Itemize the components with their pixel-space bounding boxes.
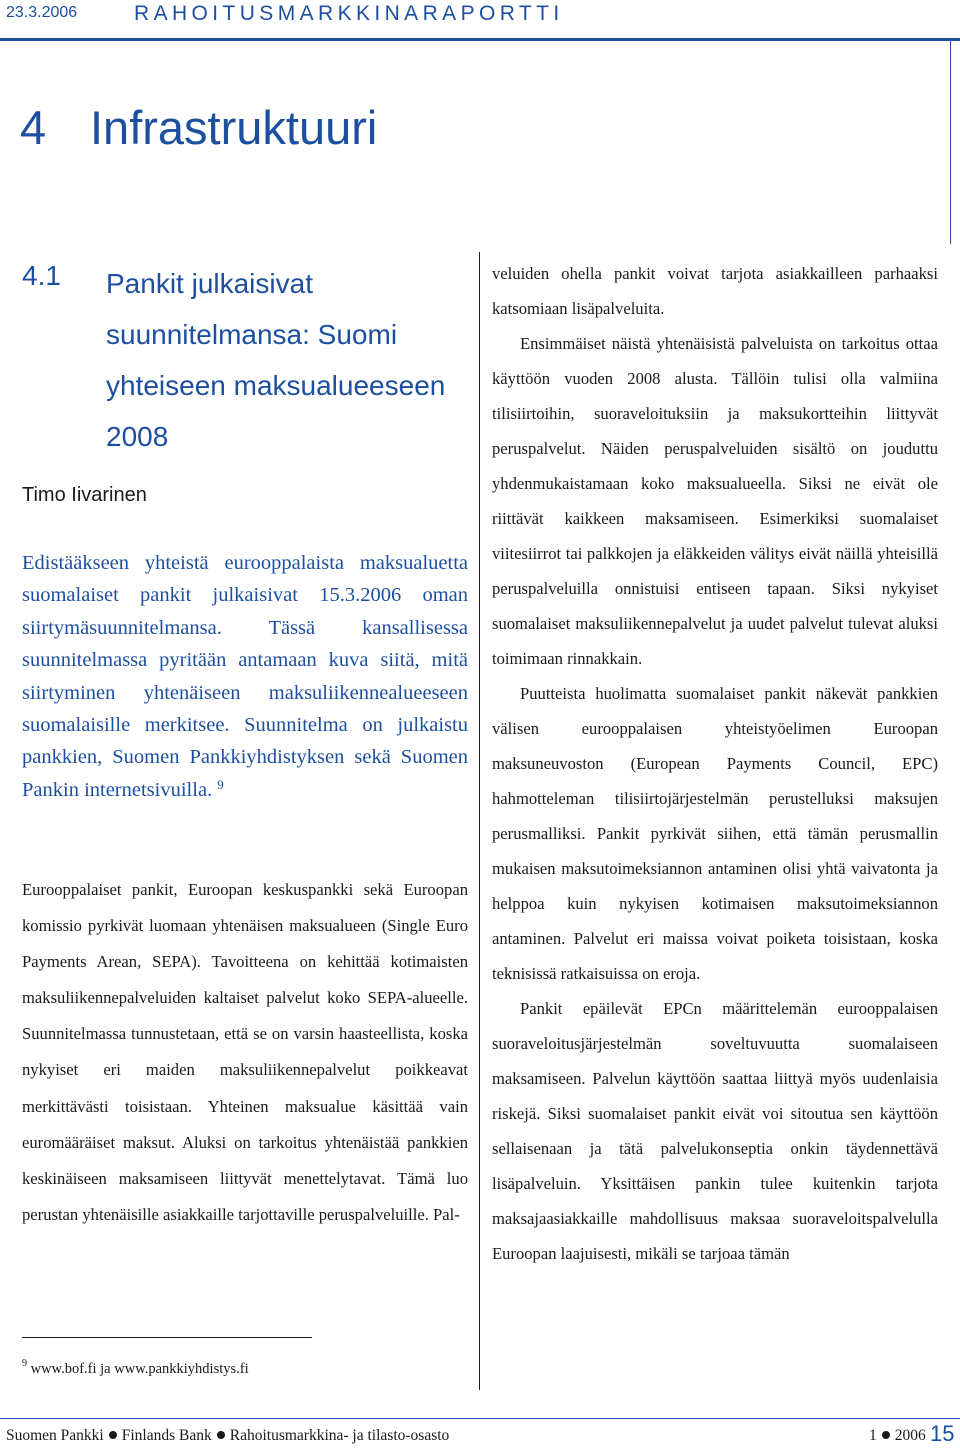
lead-text: Edistääkseen yhteistä eurooppalaista maksualuetta suomalaiset pankit julkaisivat 15.3.2006 oman siirtymäsuunnitelmansa. Tässä kansallisessa suunnitelmassa pyritään antamaan kuva siitä, mitä siirtyminen yhtenäiseen maksuliikennealueeseen suomalaisille merkitsee. Suunnitelma on julkaistu pankkien, Suomen Pankkiyhdistyksen sekä Suomen Pankin internetsivuilla. — [22, 552, 468, 801]
bullet-icon — [217, 1431, 225, 1439]
body-text-left-column — [22, 872, 468, 1233]
body-paragraph: Ensimmäiset näistä yhtenäisistä palveluista on tarkoitus ottaa käyttöön vuoden 2008 alusta. Tällöin tulisi olla valmiina tilisiirtoihin, suoraveloituksiin ja maksukortteihin liittyvät peruspalvelut. Näiden peruspalveluiden sisältö on jouduttu yhdenmukaistamaan koko maksualueella. Siksi ne eivät ole riittävät kaikkeen maksamiseen. Esimerkiksi suomalaiset viitesiirrot tai palkkojen ja eläkkeiden välitys eivät näillä yhteisillä peruspalveluilla onnistuisi entiseen tapaan. Siksi nykyiset suomalaiset maksuliikennepalvelut ja uudet palvelut tulevat aluksi toimimaan rinnakkain. — [492, 334, 938, 668]
header-date: 23.3.2006 — [6, 4, 78, 21]
column-divider — [479, 252, 480, 1390]
footer-publication — [6, 1427, 449, 1445]
chapter-number: 4 — [20, 101, 47, 154]
body-text-right-column — [492, 256, 938, 1271]
author-name: Timo Iivarinen — [22, 484, 147, 506]
footer-department: Rahoitusmarkkina- ja tilasto-osasto — [229, 1427, 450, 1444]
footnote-reference[interactable]: 9 — [217, 776, 224, 792]
body-paragraph: veluiden ohella pankit voivat tarjota asiakkailleen parhaaksi katsomiaan lisäpalveluita. — [492, 264, 938, 318]
bullet-icon — [109, 1431, 117, 1439]
section-title: Pankit julkaisivat suunnitelmansa: Suomi yhteiseen maksualueeseen 2008 — [106, 268, 446, 452]
lead-paragraph — [22, 547, 468, 806]
footer-rule — [0, 1418, 960, 1419]
footer-issue-number: 1 — [869, 1427, 877, 1444]
footer-issue — [869, 1427, 926, 1445]
chapter-title: Infrastruktuuri — [90, 101, 378, 154]
header-title: RAHOITUSMARKKINARAPORTTI — [134, 2, 564, 25]
footnote-text[interactable]: www.bof.fi ja www.pankkiyhdistys.fi — [30, 1361, 249, 1377]
section-number: 4.1 — [22, 260, 61, 291]
footnote-number: 9 — [22, 1358, 27, 1369]
footnote — [22, 1358, 249, 1378]
footnote-rule — [22, 1337, 312, 1338]
header-rule — [0, 38, 960, 41]
footer-publisher: Suomen Pankki — [6, 1427, 104, 1444]
body-paragraph: Puutteista huolimatta suomalaiset pankit näkevät pankkien välisen eurooppalaisen yhteistyöelimen Euroopan maksuneuvoston (European Payments Council, EPC) hahmotteleman tilisiirtojärjestelmän perustelluksi maksujen perusmalliksi. Pankit pyrkivät siihen, että tämän perusmallin mukaisen maksutoimeksiannon antaminen olisi yhtä vaivatonta ja helppoa kuin nykyisen kotimaisen maksutoimeksiannon antaminen. Palvelut eri maissa voivat poiketa toisistaan, koska teknisissä ratkaisuissa on eroja. — [492, 684, 938, 983]
chapter-heading — [20, 100, 377, 155]
page-number: 15 — [930, 1421, 955, 1446]
header-vertical-rule — [950, 38, 951, 244]
footer-year: 2006 — [894, 1427, 926, 1444]
footer-publisher-alt: Finlands Bank — [121, 1427, 212, 1444]
body-paragraph: Pankit epäilevät EPCn määrittelemän eurooppalaisen suoraveloitusjärjestelmän soveltuvuutta suomalaiseen maksamiseen. Palvelun käyttöön saattaa liittyä myös uudenlaisia riskejä. Siksi suomalaiset pankit eivät voi sitoutua sen käyttöön sellaisenaan ja tätä palvelukonseptia onkin täydennettävä lisäpalveluin. Yksittäisen pankin tulee kuitenkin tarjota maksajaasiakkaille mahdollisuus maksaa suoraveloitspalvelulla Euroopan laajuisesti, mikäli se tarjoaa tämän — [492, 999, 938, 1263]
body-paragraph: Eurooppalaiset pankit, Euroopan keskuspankki sekä Euroopan komissio pyrkivät luomaan yhtenäisen maksualueen (Single Euro Payments Arean, SEPA). Tavoitteena on kehittää kotimaisten maksuliikennepalveluiden kaltaiset palvelut koko SEPA-alueelle. Suunnitelmassa tunnustetaan, että se on varsin haasteellista, koska nykyiset eri maiden maksuliikennepalvelut poikkeavat merkittävästi toisistaan. Yhteinen maksualue käsittää vain euromääräiset maksut. Aluksi on tarkoitus yhtenäistää pankkien keskinäiseen maksamiseen liittyvät menettelytavat. Tämä luo perustan yhtenäisille asiakkaille tarjottaville peruspalveluille. Pal- — [22, 880, 468, 1224]
bullet-icon — [882, 1431, 890, 1439]
